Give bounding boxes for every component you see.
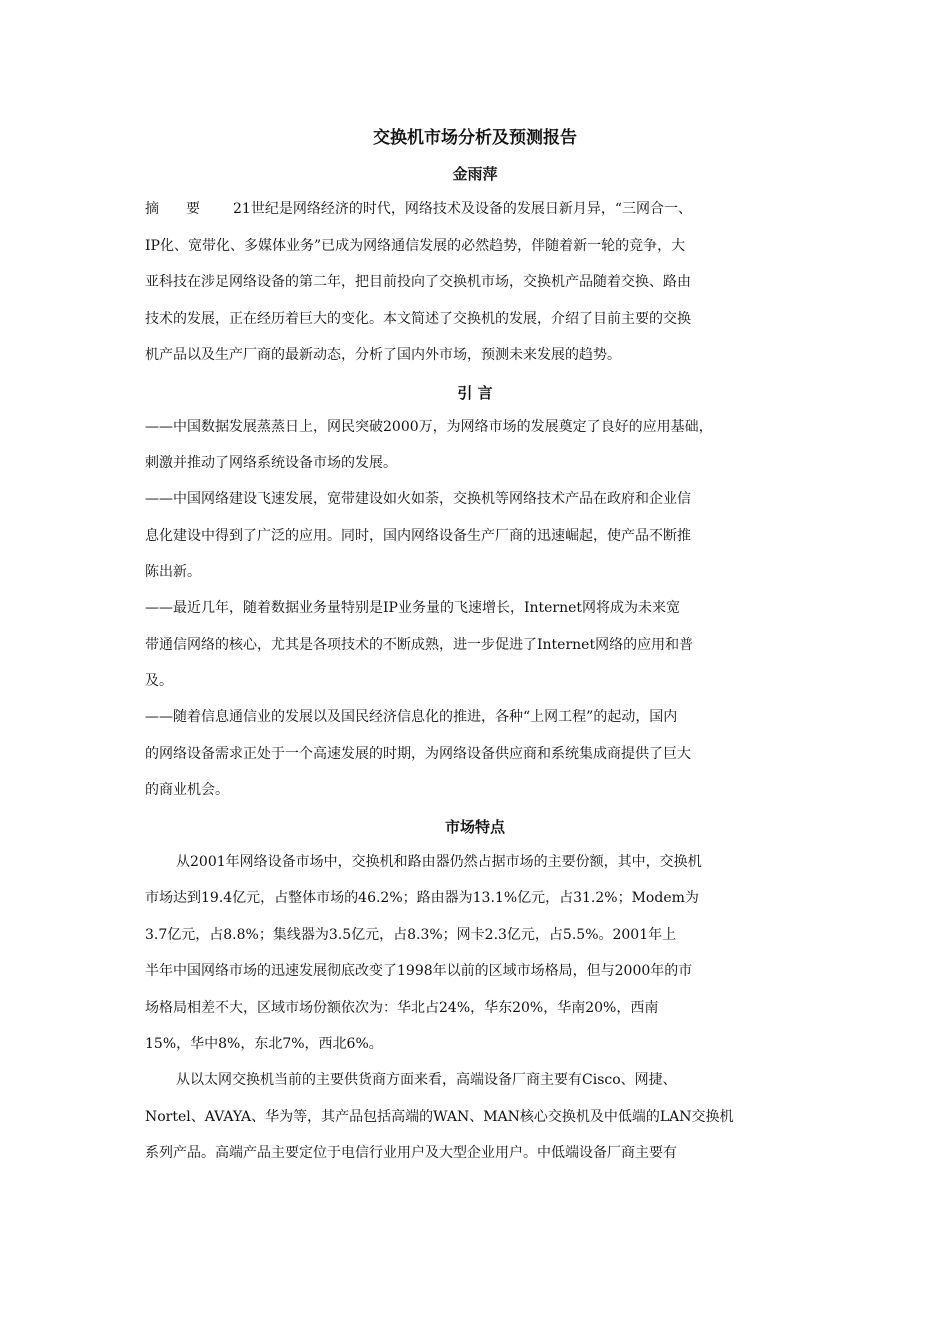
market-line: 15%，华中8%，东北7%，西北6%。 (145, 1036, 383, 1052)
abstract-line: 21世纪是网络经济的时代，网络技术及设备的发展日新月异，“三网合一、 (233, 201, 692, 217)
intro-line: ——最近几年，随着数据业务量特别是IP业务量的飞速增长，Internet网将成为未来宽 (145, 600, 681, 616)
intro-line: 息化建设中得到了广泛的应用。同时，国内网络设备生产厂商的迅速崛起，使产品不断推 (145, 528, 691, 544)
intro-line: ——随着信息通信业的发展以及国民经济信息化的推进，各种“上网工程”的起动，国内 (145, 709, 678, 725)
document-author: 金雨萍 (452, 165, 498, 183)
abstract-line: 机产品以及生产厂商的最新动态，分析了国内外市场，预测未来发展的趋势。 (145, 347, 621, 363)
market-heading: 市场特点 (444, 818, 505, 836)
intro-line: 的网络设备需求正处于一个高速发展的时期，为网络设备供应商和系统集成商提供了巨大 (145, 746, 691, 762)
market-line: 从以太网交换机当前的主要供货商方面来看，高端设备厂商主要有Cisco、网捷、 (176, 1072, 677, 1088)
intro-line: ——中国数据发展蒸蒸日上，网民突破2000万，为网络市场的发展奠定了良好的应用基础， (145, 419, 713, 435)
intro-line: ——中国网络建设飞速发展，宽带建设如火如荼，交换机等网络技术产品在政府和企业信 (145, 491, 691, 507)
intro-line: 及。 (145, 673, 173, 689)
abstract-label-1: 摘 (145, 201, 159, 217)
market-line: 市场达到19.4亿元，占整体市场的46.2%；路由器为13.1%亿元，占31.2%；Modem为 (145, 890, 699, 906)
abstract-line: 技术的发展，正在经历着巨大的变化。本文简述了交换机的发展，介绍了目前主要的交换 (145, 311, 691, 327)
market-line: 场格局相差不大，区域市场份额依次为：华北占24%，华东20%，华南20%，西南 (145, 1000, 659, 1016)
market-line: 系列产品。高端产品主要定位于电信行业用户及大型企业用户。中低端设备厂商主要有 (145, 1145, 677, 1161)
abstract-label-2: 要 (186, 201, 200, 217)
intro-heading: 引 言 (457, 384, 493, 402)
market-line: 半年中国网络市场的迅速发展彻底改变了1998年以前的区域市场格局，但与2000年的市 (145, 963, 693, 979)
market-line: 3.7亿元，占8.8%；集线器为3.5亿元，占8.3%；网卡2.3亿元，占5.5%。2001年上 (145, 927, 677, 943)
market-line: Nortel、AVAYA、华为等，其产品包括高端的WAN、MAN核心交换机及中低端的LAN交换机 (145, 1109, 734, 1125)
intro-line: 刺激并推动了网络系统设备市场的发展。 (145, 455, 397, 471)
market-line: 从2001年网络设备市场中，交换机和路由器仍然占据市场的主要份额，其中，交换机 (176, 854, 702, 870)
abstract-line: IP化、宽带化、多媒体业务”已成为网络通信发展的必然趋势，伴随着新一轮的竞争，大 (145, 238, 686, 254)
document-title: 交换机市场分析及预测报告 (373, 128, 577, 148)
intro-line: 带通信网络的核心，尤其是各项技术的不断成熟，进一步促进了Internet网络的应用和普 (145, 637, 694, 653)
abstract-line: 亚科技在涉足网络设备的第二年，把目前投向了交换机市场，交换机产品随着交换、路由 (145, 274, 691, 290)
intro-line: 陈出新。 (145, 564, 201, 580)
intro-line: 的商业机会。 (145, 782, 229, 798)
